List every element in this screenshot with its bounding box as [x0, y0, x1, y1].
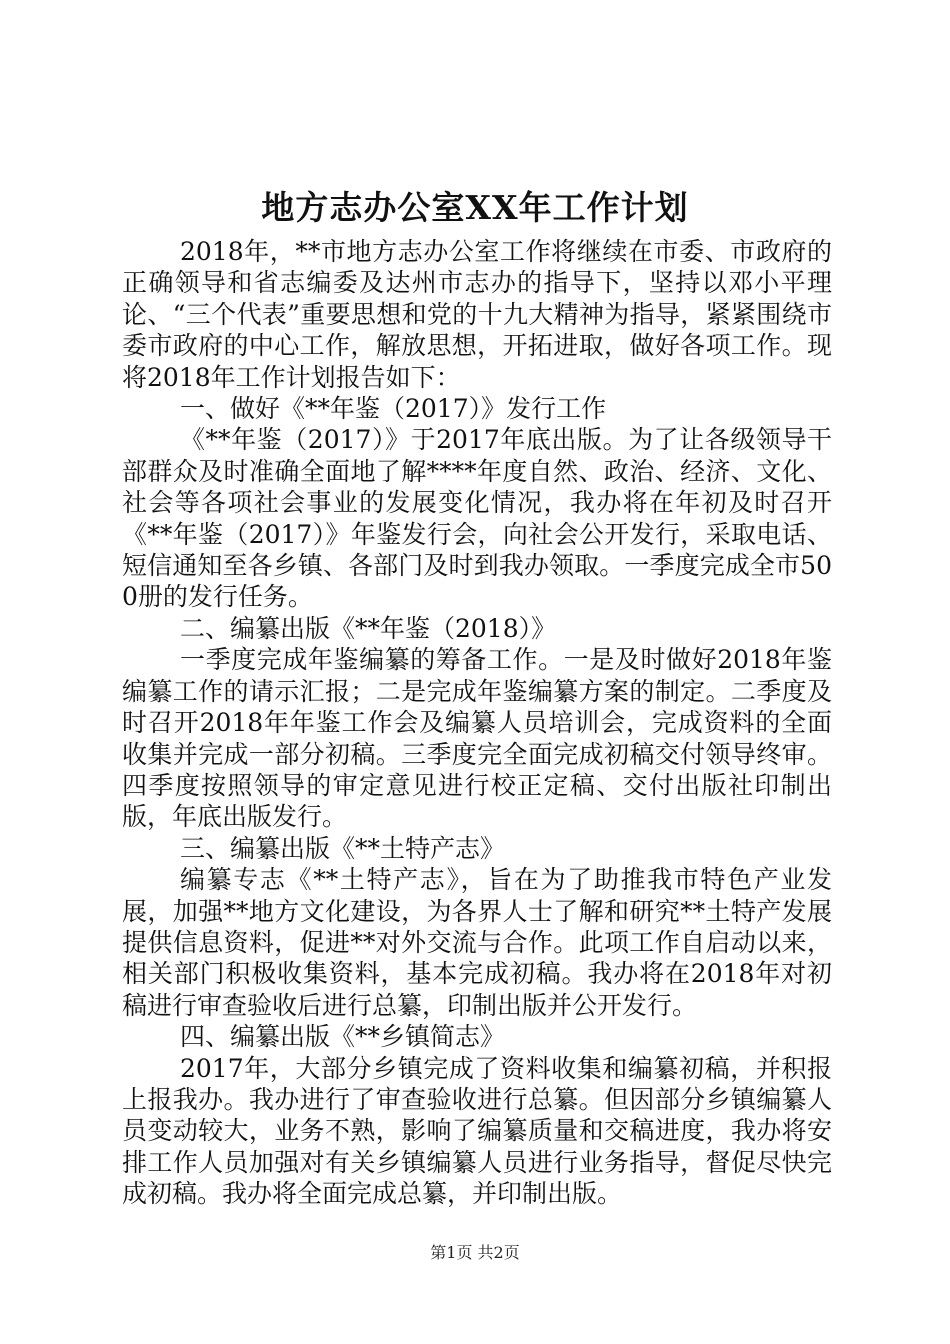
- section-2-heading: 二、编纂出版《**年鉴（2018）》: [180, 613, 557, 643]
- section-1-heading: 一、做好《**年鉴（2017）》发行工作: [180, 394, 607, 424]
- section-4-body: 2017年，大部分乡镇完成了资料收集和编纂初稿，并积报上报我办。我办进行了审查验收进行总纂。但因部分乡镇编纂人员变动较大，业务不熟，影响了编纂质量和交稿进度，我办将安排工作人员加强对有关乡镇编纂人员进行业务指导，督促尽快完成初稿。我办将全面完成总纂，并印制出版。: [122, 1053, 832, 1209]
- section-4-heading: 四、编纂出版《**乡镇简志》: [180, 1022, 506, 1052]
- document-title: 地方志办公室XX年工作计划: [261, 188, 689, 227]
- section-1-body: 《**年鉴（2017）》于2017年底出版。为了让各级领导干部群众及时准确全面地了解****年度自然、政治、经济、文化、社会等各项社会事业的发展变化情况，我办将在年初及时召开《**年鉴（2017）》年鉴发行会，向社会公开发行，采取电话、短信通知至各乡镇、各部门及时到我办领取。一季度完成全市500册的发行任务。: [122, 425, 832, 612]
- section-3-heading: 三、编纂出版《**土特产志》: [180, 833, 506, 863]
- page-number-footer: 第1页 共2页: [430, 1243, 520, 1262]
- section-3-body: 编纂专志《**土特产志》，旨在为了助推我市特色产业发展，加强**地方文化建设，为各界人士了解和研究**土特产发展提供信息资料，促进**对外交流与合作。此项工作自启动以来，相关部门积极收集资料，基本完成初稿。我办将在2018年对初稿进行审查验收后进行总纂，印制出版并公开发行。: [122, 865, 832, 1020]
- intro-paragraph: 2018年，**市地方志办公室工作将继续在市委、市政府的正确领导和省志编委及达州市志办的指导下，坚持以邓小平理论、“三个代表”重要思想和党的十九大精神为指导，紧紧围绕市委市政府的中心工作，解放思想，开拓进取，做好各项工作。现将2018年工作计划报告如下：: [122, 237, 832, 392]
- document-body: [122, 236, 832, 1210]
- section-2-body: 一季度完成年鉴编纂的筹备工作。一是及时做好2018年鉴编纂工作的请示汇报；二是完成年鉴编纂方案的制定。二季度及时召开2018年年鉴工作会及编纂人员培训会，完成资料的全面收集并完成一部分初稿。三季度完全面完成初稿交付领导终审。四季度按照领导的审定意见进行校正定稿、交付出版社印制出版，年底出版发行。: [122, 645, 832, 832]
